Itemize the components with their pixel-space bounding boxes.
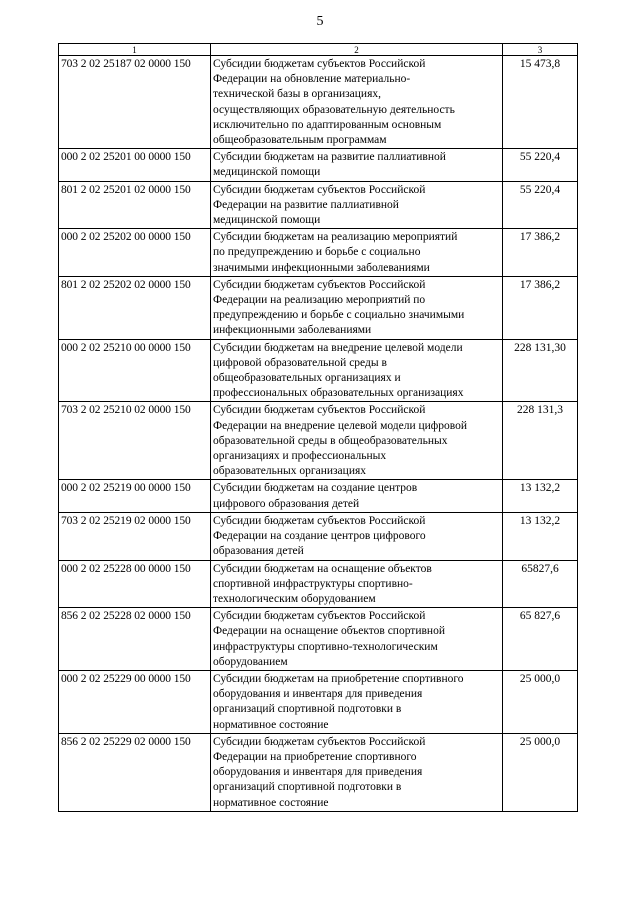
- description-line: Субсидии бюджетам субъектов Российской: [213, 404, 426, 417]
- description-line: нормативное состояние: [213, 718, 329, 731]
- description-line: технической базы в организациях,: [213, 88, 382, 101]
- description-line: Федерации на обновление материально-: [213, 73, 411, 86]
- description-cell: [211, 229, 503, 277]
- description-cell: [211, 276, 503, 339]
- description-line: Федерации на оснащение объектов спортивной: [213, 625, 445, 638]
- amount-cell: 13 132,2: [503, 480, 578, 512]
- description-line: Субсидии бюджетам субъектов Российской: [213, 183, 426, 196]
- description-line: общеобразовательных организациях и: [213, 372, 401, 385]
- description-line: оборудования и инвентаря для приведения: [213, 766, 423, 779]
- column-header-amount: 3: [503, 44, 578, 56]
- description-line: Федерации на реализацию мероприятий по: [213, 294, 426, 307]
- description-line: Федерации на создание центров цифрового: [213, 530, 426, 543]
- amount-cell: 228 131,30: [503, 339, 578, 402]
- table-row: [59, 339, 578, 402]
- description-line: Субсидии бюджетам субъектов Российской: [213, 514, 426, 527]
- description-line: Субсидии бюджетам на реализацию мероприятий: [213, 231, 458, 244]
- budget-code-cell: 856 2 02 25229 02 0000 150: [59, 733, 211, 811]
- amount-cell: 55 220,4: [503, 149, 578, 181]
- description-line: Субсидии бюджетам субъектов Российской: [213, 58, 426, 70]
- table-row: [59, 276, 578, 339]
- table-row: [59, 56, 578, 149]
- budget-code-cell: 000 2 02 25228 00 0000 150: [59, 560, 211, 608]
- table-row: [59, 608, 578, 671]
- description-line: цифровой образовательной среды в: [213, 356, 387, 369]
- table-row: [59, 670, 578, 733]
- budget-code-cell: 801 2 02 25202 02 0000 150: [59, 276, 211, 339]
- table-row: [59, 149, 578, 181]
- table-row: [59, 480, 578, 512]
- description-line: по предупреждению и борьбе с социально: [213, 246, 421, 259]
- description-line: Федерации на развитие паллиативной: [213, 198, 399, 211]
- amount-cell: 25 000,0: [503, 733, 578, 811]
- amount-cell: 228 131,3: [503, 402, 578, 480]
- budget-code-cell: 703 2 02 25219 02 0000 150: [59, 512, 211, 560]
- budget-code-cell: 000 2 02 25201 00 0000 150: [59, 149, 211, 181]
- budget-code-cell: 000 2 02 25229 00 0000 150: [59, 670, 211, 733]
- description-line: общеобразовательным программам: [213, 134, 387, 147]
- description-cell: [211, 608, 503, 671]
- description-line: оборудованием: [213, 655, 288, 668]
- description-line: Субсидии бюджетам субъектов Российской: [213, 735, 426, 748]
- description-line: образовательных организациях: [213, 465, 367, 478]
- description-cell: [211, 733, 503, 811]
- description-line: медицинской помощи: [213, 166, 321, 179]
- amount-cell: 17 386,2: [503, 276, 578, 339]
- description-line: значимыми инфекционными заболеваниями: [213, 261, 430, 274]
- header-row: [59, 44, 578, 56]
- description-cell: [211, 480, 503, 512]
- description-line: Федерации на внедрение целевой модели цифровой: [213, 419, 468, 432]
- description-cell: [211, 560, 503, 608]
- amount-cell: 65827,6: [503, 560, 578, 608]
- description-line: Субсидии бюджетам на создание центров: [213, 482, 418, 495]
- description-cell: [211, 56, 503, 149]
- description-line: инфраструктуры спортивно-технологическим: [213, 640, 438, 653]
- description-line: Субсидии бюджетам субъектов Российской: [213, 278, 426, 291]
- table-body: [59, 56, 578, 812]
- amount-cell: 15 473,8: [503, 56, 578, 149]
- description-cell: [211, 181, 503, 229]
- description-line: Субсидии бюджетам на оснащение объектов: [213, 562, 432, 575]
- description-cell: [211, 149, 503, 181]
- description-line: инфекционными заболеваниями: [213, 324, 372, 337]
- description-line: профессиональных образовательных организациях: [213, 387, 464, 400]
- description-line: Субсидии бюджетам на приобретение спортивного: [213, 672, 464, 685]
- amount-cell: 65 827,6: [503, 608, 578, 671]
- budget-code-cell: 000 2 02 25219 00 0000 150: [59, 480, 211, 512]
- description-line: предупреждению и борьбе с социально значимыми: [213, 309, 465, 322]
- amount-cell: 55 220,4: [503, 181, 578, 229]
- description-line: Федерации на приобретение спортивного: [213, 750, 417, 763]
- description-cell: [211, 402, 503, 480]
- amount-cell: 17 386,2: [503, 229, 578, 277]
- budget-code-cell: 703 2 02 25187 02 0000 150: [59, 56, 211, 149]
- description-line: Субсидии бюджетам на внедрение целевой модели: [213, 341, 463, 354]
- description-line: организаций спортивной подготовки в: [213, 703, 402, 716]
- description-line: осуществляющих образовательную деятельность: [213, 103, 455, 116]
- table-row: [59, 733, 578, 811]
- column-header-code: 1: [59, 44, 211, 56]
- description-line: технологическим оборудованием: [213, 592, 376, 605]
- budget-code-cell: 703 2 02 25210 02 0000 150: [59, 402, 211, 480]
- description-line: образования детей: [213, 545, 304, 558]
- description-line: спортивной инфраструктуры спортивно-: [213, 577, 413, 590]
- budget-revenue-table: [58, 43, 578, 812]
- table-row: [59, 402, 578, 480]
- table-header: [59, 44, 578, 56]
- table-row: [59, 560, 578, 608]
- budget-code-cell: 000 2 02 25202 00 0000 150: [59, 229, 211, 277]
- description-line: организациях и профессиональных: [213, 450, 387, 463]
- description-line: организаций спортивной подготовки в: [213, 781, 402, 794]
- description-cell: [211, 670, 503, 733]
- table-row: [59, 512, 578, 560]
- description-line: медицинской помощи: [213, 214, 321, 227]
- page-number: 5: [316, 14, 324, 29]
- column-header-description: 2: [211, 44, 503, 56]
- description-line: оборудования и инвентаря для приведения: [213, 688, 423, 701]
- amount-cell: 13 132,2: [503, 512, 578, 560]
- budget-code-cell: 801 2 02 25201 02 0000 150: [59, 181, 211, 229]
- description-cell: [211, 512, 503, 560]
- table-row: [59, 229, 578, 277]
- description-line: Субсидии бюджетам на развитие паллиативной: [213, 151, 446, 164]
- description-line: нормативное состояние: [213, 796, 329, 809]
- budget-code-cell: 856 2 02 25228 02 0000 150: [59, 608, 211, 671]
- table-row: [59, 181, 578, 229]
- description-cell: [211, 339, 503, 402]
- budget-code-cell: 000 2 02 25210 00 0000 150: [59, 339, 211, 402]
- description-line: цифрового образования детей: [213, 497, 360, 510]
- description-line: образовательной среды в общеобразовательных: [213, 434, 448, 447]
- description-line: Субсидии бюджетам субъектов Российской: [213, 610, 426, 623]
- description-line: исключительно по адаптированным основным: [213, 118, 442, 131]
- amount-cell: 25 000,0: [503, 670, 578, 733]
